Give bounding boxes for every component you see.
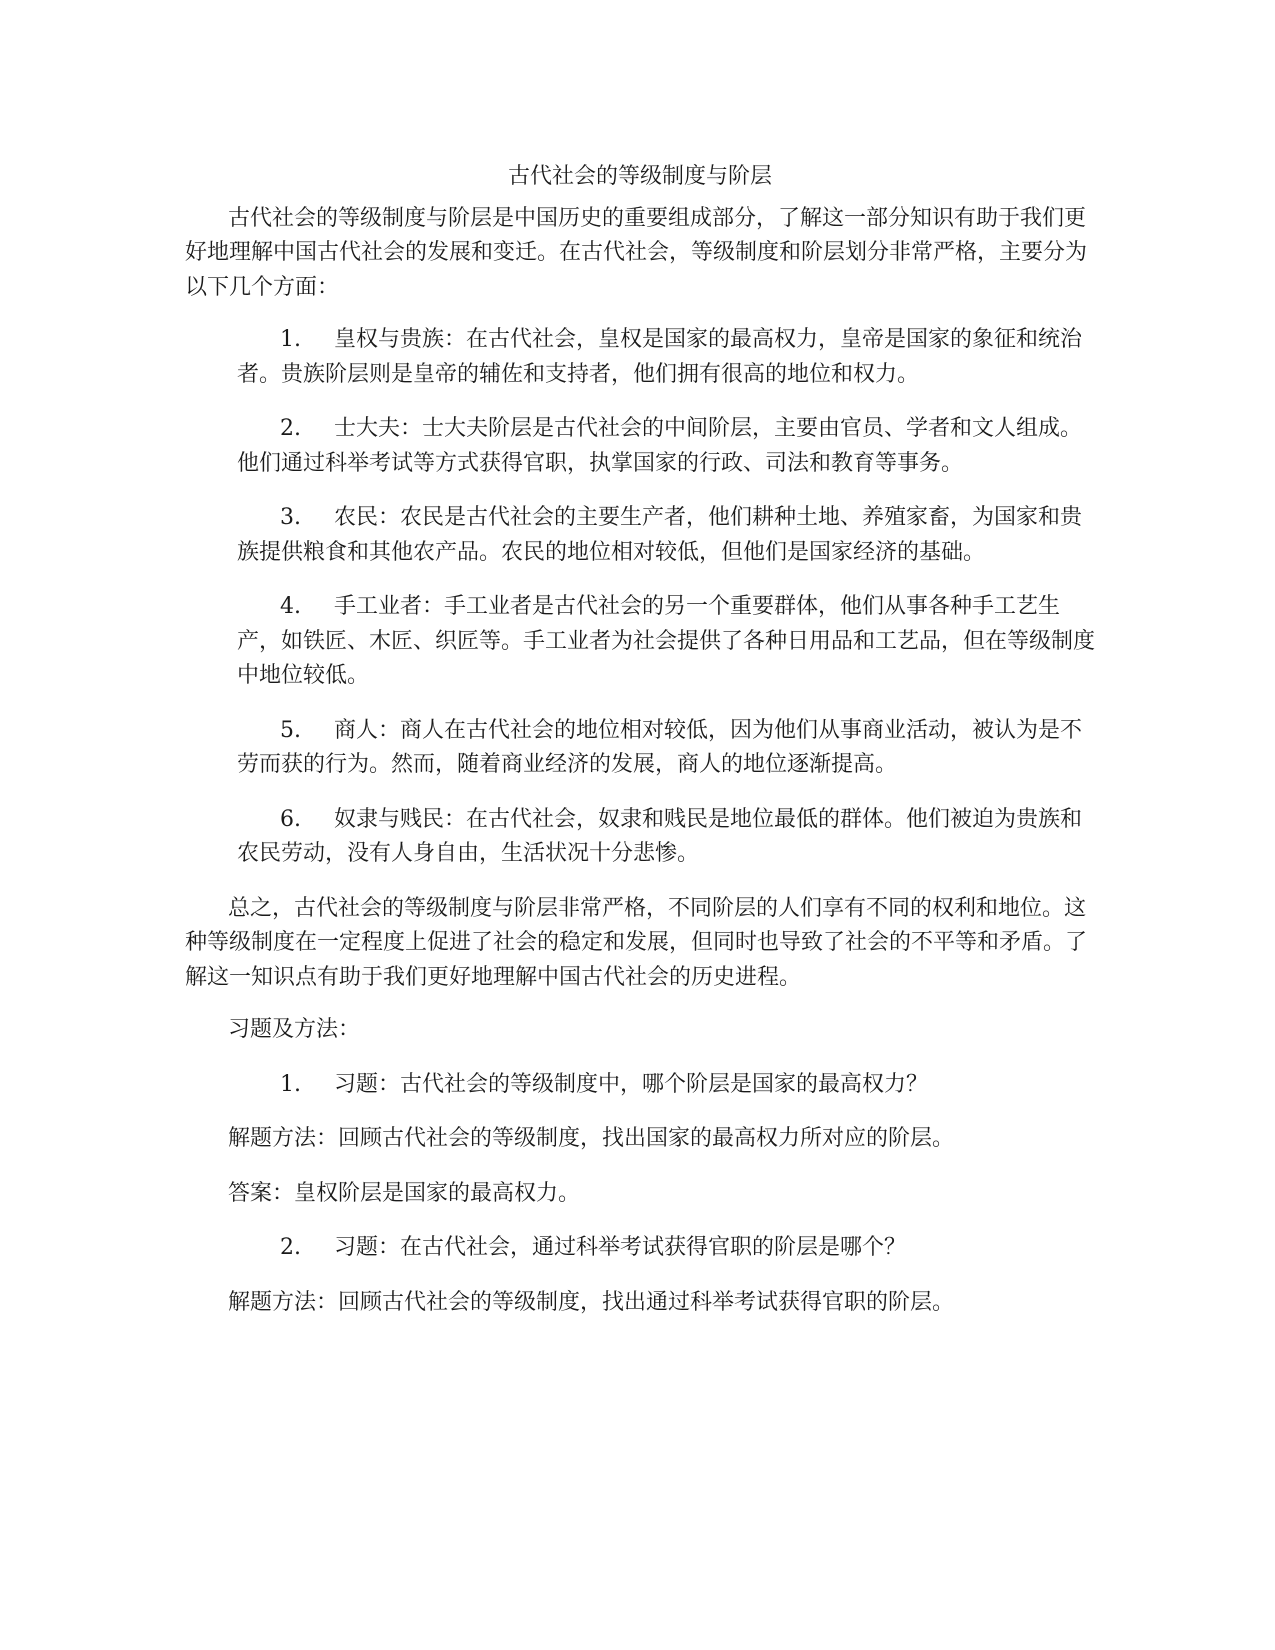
exercise-number: 2. — [280, 1235, 301, 1260]
list-number: 5. — [280, 717, 301, 743]
intro-paragraph: 古代社会的等级制度与阶层是中国历史的重要组成部分，了解这一部分知识有助于我们更好地理解中国古代社会的发展和变迁。在古代社会，等级制度和阶层划分非常严格，主要分为以下几个方面： — [185, 205, 1088, 300]
list-number: 4. — [280, 594, 301, 619]
exercise-number: 1. — [280, 1071, 301, 1097]
list-item — [237, 803, 1095, 872]
summary-paragraph: 总之，古代社会的等级制度与阶层非常严格，不同阶层的人们享有不同的权利和地位。这种等级制度在一定程度上促进了社会的稳定和发展，但同时也导致了社会的不平等和矛盾。了解这一知识点有助于我们更好地理解中国古代社会的历史进程。 — [185, 895, 1088, 990]
list-item-text: 手工业者：手工业者是古代社会的另一个重要群体，他们从事各种手工艺生产，如铁匠、木匠、织匠等。手工业者为社会提供了各种日用品和工艺品，但在等级制度中地位较低。 — [237, 594, 1096, 688]
list-item — [237, 323, 1095, 392]
list-number: 1. — [280, 327, 301, 352]
list-number: 3. — [280, 505, 301, 530]
exercises-heading: 习题及方法： — [228, 1017, 361, 1042]
list-item-text: 士大夫：士大夫阶层是古代社会的中间阶层，主要由官员、学者和文人组成。他们通过科举考试等方式获得官职，执掌国家的行政、司法和教育等事务。 — [237, 416, 1083, 476]
exercise-answer: 答案：皇权阶层是国家的最高权力。 — [228, 1180, 581, 1206]
document-title: 古代社会的等级制度与阶层 — [507, 164, 772, 189]
list-item-text: 商人：商人在古代社会的地位相对较低，因为他们从事商业活动，被认为是不劳而获的行为。然而，随着商业经济的发展，商人的地位逐渐提高。 — [237, 717, 1083, 777]
exercise-question — [237, 1231, 1095, 1266]
list-item — [237, 412, 1095, 481]
exercise-question-text: 习题：古代社会的等级制度中，哪个阶层是国家的最高权力？ — [334, 1071, 929, 1097]
list-number: 2. — [280, 416, 301, 441]
list-number: 6. — [280, 806, 301, 832]
list-item — [237, 501, 1095, 570]
exercise-method: 解题方法：回顾古代社会的等级制度，找出通过科举考试获得官职的阶层。 — [228, 1289, 955, 1315]
exercise-method: 解题方法：回顾古代社会的等级制度，找出国家的最高权力所对应的阶层。 — [228, 1126, 955, 1151]
list-item-text: 皇权与贵族：在古代社会，皇权是国家的最高权力，皇帝是国家的象征和统治者。贵族阶层则是皇帝的辅佐和支持者，他们拥有很高的地位和权力。 — [237, 327, 1083, 387]
list-item — [237, 590, 1095, 694]
document-page — [185, 160, 1095, 1340]
exercise-question — [237, 1068, 1095, 1103]
list-item — [237, 714, 1095, 783]
exercise-question-text: 习题：在古代社会，通过科举考试获得官职的阶层是哪个？ — [334, 1235, 907, 1260]
list-item-text: 奴隶与贱民：在古代社会，奴隶和贱民是地位最低的群体。他们被迫为贵族和农民劳动，没有人身自由，生活状况十分悲惨。 — [237, 806, 1083, 866]
list-item-text: 农民：农民是古代社会的主要生产者，他们耕种土地、养殖家畜，为国家和贵族提供粮食和其他农产品。农民的地位相对较低，但他们是国家经济的基础。 — [237, 505, 1083, 565]
